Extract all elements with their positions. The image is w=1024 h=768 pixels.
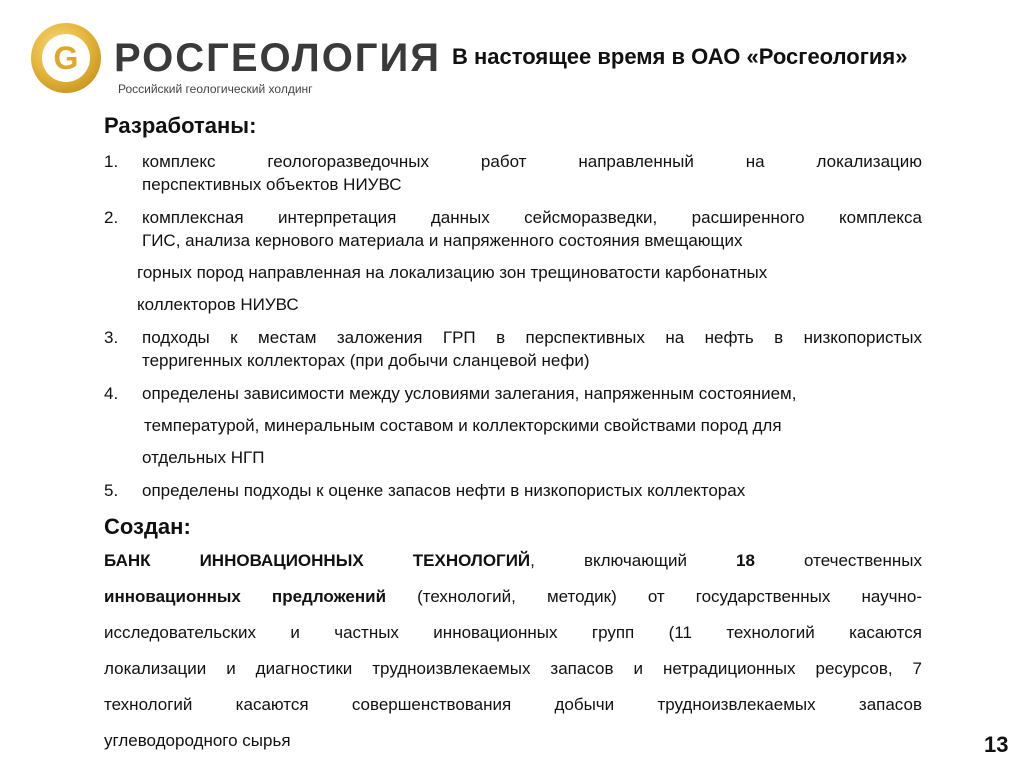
list-item-line: подходы к местам заложения ГРП в перспективных на нефть в низкопористых	[142, 328, 922, 347]
logo-letter: G	[53, 40, 79, 76]
list-item-line: определены зависимости между условиями залегания, напряженным состоянием,	[142, 384, 797, 403]
list-item-line: определены подходы к оценке запасов нефти в низкопористых коллекторах	[142, 481, 746, 500]
logo-company-name: РОСГЕОЛОГИЯ	[114, 36, 441, 80]
bank-title: БАНК ИННОВАЦИОННЫХ ТЕХНОЛОГИЙ	[104, 551, 531, 570]
bank-paragraph-line: технологий касаются совершенствования добычи трудноизвлекаемых запасов	[104, 695, 922, 714]
list-item-line: комплексная интерпретация данных сейсморазведки, расширенного комплекса	[142, 208, 922, 227]
rosgeologia-logo-icon	[30, 22, 102, 94]
list-number: 3.	[104, 328, 119, 347]
innovation-proposals: инновационных предложений	[104, 587, 387, 606]
bank-paragraph-line: БАНК ИННОВАЦИОННЫХ ТЕХНОЛОГИЙ, включающий 18 отечественных	[104, 551, 922, 570]
section-heading-created: Создан:	[104, 514, 191, 539]
list-item-line: температурой, минеральным составом и коллекторскими свойствами пород для	[144, 416, 782, 435]
list-number: 5.	[104, 481, 119, 500]
list-item-line: коллекторов НИУВС	[137, 295, 299, 314]
page-number: 13	[984, 732, 1009, 757]
list-number: 2.	[104, 208, 119, 227]
list-item-line: комплекс геологоразведочных работ направленный на локализацию	[142, 152, 922, 171]
bank-paragraph-line: инновационных предложений (технологий, методик) от государственных научно-	[104, 587, 922, 606]
logo-subtitle: Российский геологический холдинг	[118, 82, 313, 96]
page-title: В настоящее время в ОАО «Росгеология»	[452, 44, 908, 69]
bank-paragraph-line: локализации и диагностики трудноизвлекаемых запасов и нетрадиционных ресурсов, 7	[104, 659, 922, 678]
bank-paragraph-line: исследовательских и частных инновационных групп (11 технологий касаются	[104, 623, 922, 642]
list-item-line: отдельных НГП	[142, 448, 265, 467]
list-number: 1.	[104, 152, 119, 171]
list-item-line: терригенных коллекторах (при добычи сланцевой нефи)	[142, 351, 590, 370]
list-item-line: горных пород направленная на локализацию зон трещиноватости карбонатных	[137, 263, 768, 282]
innovation-count: 18	[736, 551, 755, 570]
bank-paragraph-line: углеводородного сырья	[104, 731, 291, 750]
company-logo	[30, 22, 441, 102]
list-item-line: ГИС, анализа кернового материала и напряженного состояния вмещающих	[142, 231, 743, 250]
list-item-line: перспективных объектов НИУВС	[142, 175, 402, 194]
section-heading-developed: Разработаны:	[104, 113, 257, 138]
list-number: 4.	[104, 384, 119, 403]
